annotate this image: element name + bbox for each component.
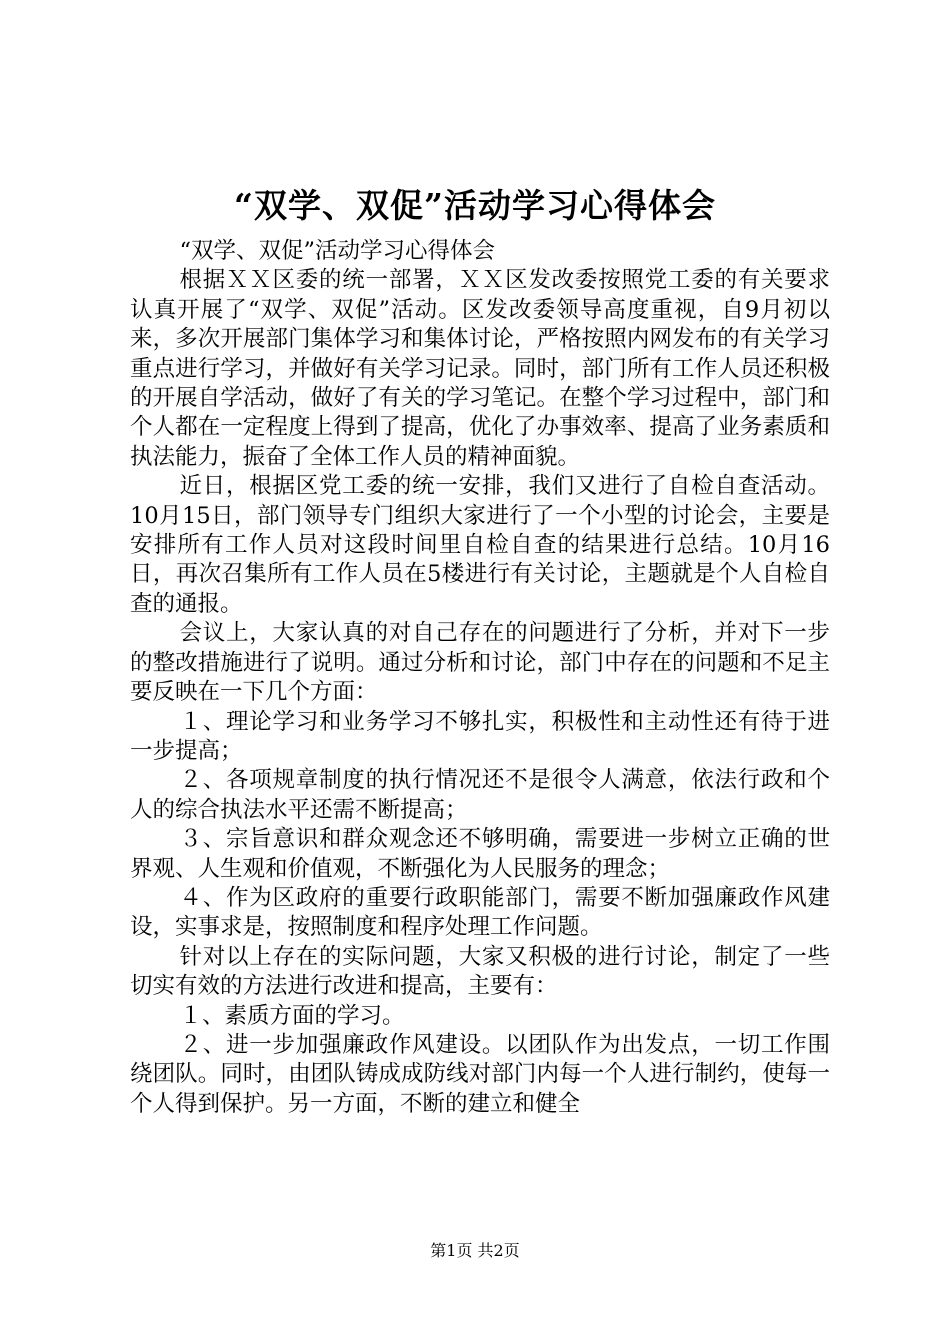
- list-item-paragraph: ３、宗旨意识和群众观念还不够明确，需要进一步树立正确的世界观、人生观和价值观，不断强化为人民服务的理念；: [130, 826, 830, 882]
- body-paragraph: 针对以上存在的实际问题，大家又积极的进行讨论，制定了一些切实有效的方法进行改进和提高，主要有：: [130, 943, 830, 1000]
- list-item-paragraph: ２、各项规章制度的执行情况还不是很令人满意，依法行政和个人的综合执法水平还需不断提高；: [130, 767, 830, 823]
- page-footer: 第1页 共2页: [430, 1241, 520, 1260]
- list-item-paragraph: ４、作为区政府的重要行政职能部门，需要不断加强廉政作风建设，实事求是，按照制度和程序处理工作问题。: [130, 884, 830, 941]
- list-item-paragraph: ２、进一步加强廉政作风建设。以团队作为出发点，一切工作围绕团队。同时，由团队铸成成防线对部门内每一个人进行制约，使每一个人得到保护。另一方面，不断的建立和健全: [130, 1031, 830, 1117]
- list-item-paragraph: １、素质方面的学习。: [179, 1002, 405, 1029]
- list-item-paragraph: １、理论学习和业务学习不够扎实，积极性和主动性还有待于进一步提高；: [130, 708, 830, 764]
- body-paragraph: 会议上，大家认真的对自己存在的问题进行了分析，并对下一步的整改措施进行了说明。通过分析和讨论，部门中存在的问题和不足主要反映在一下几个方面：: [130, 620, 830, 706]
- body-paragraph: 根据ＸＸ区委的统一部署，ＸＸ区发改委按照党工委的有关要求认真开展了“双学、双促”活动。区发改委领导高度重视，自9月初以来，多次开展部门集体学习和集体讨论，严格按照内网发布的有关学习重点进行学习，并做好有关学习记录。同时，部门所有工作人员还积极的开展自学活动，做好了有关的学习笔记。在整个学习过程中，部门和个人都在一定程度上得到了提高，优化了办事效率、提高了业务素质和执法能力，振奋了全体工作人员的精神面貌。: [130, 267, 830, 470]
- body-paragraph: 近日，根据区党工委的统一安排，我们又进行了自检自查活动。10月15日，部门领导专门组织大家进行了一个小型的讨论会，主要是安排所有工作人员对这段时间里自检自查的结果进行总结。10月16日，再次召集所有工作人员在5楼进行有关讨论，主题就是个人自检自查的通报。: [130, 473, 830, 617]
- document-title: “双学、双促”活动学习心得体会: [234, 186, 716, 225]
- subtitle-paragraph: “双学、双促”活动学习心得体会: [179, 238, 496, 264]
- document-body: [130, 237, 830, 1119]
